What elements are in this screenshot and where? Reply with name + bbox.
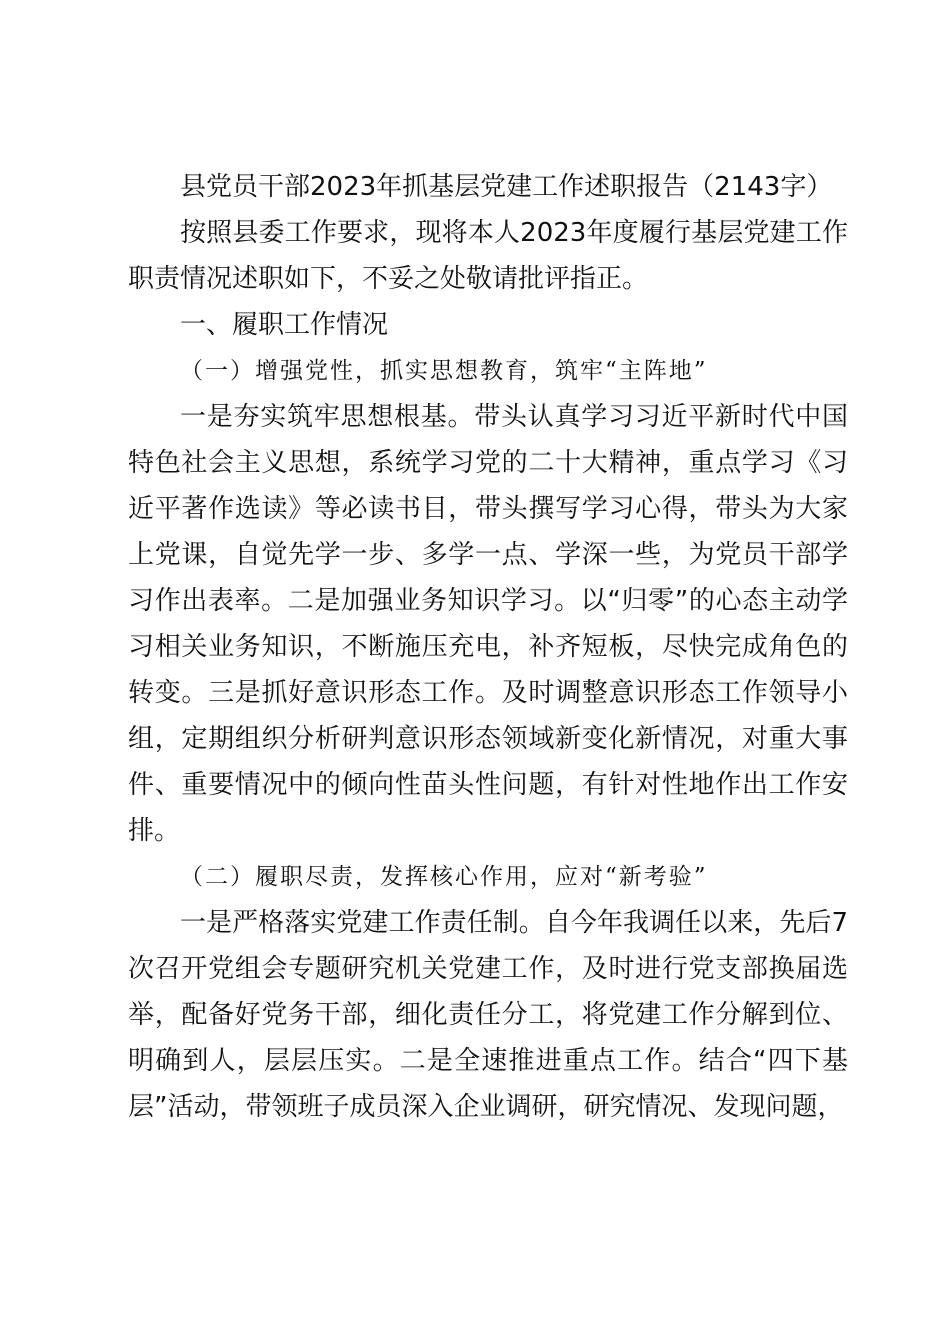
document-title: 县党员干部2023年抓基层党建工作述职报告（2143字） bbox=[180, 172, 833, 202]
subsection-heading-2: （二）履职尽责，发挥核心作用，应对“新考验” bbox=[180, 864, 708, 890]
subsection-1-paragraph bbox=[128, 394, 848, 854]
subsection-2-lead: 一是严格落实党建工作责任制。 bbox=[180, 908, 545, 938]
section-heading-1: 一、履职工作情况 bbox=[180, 310, 389, 340]
subsection-2-paragraph bbox=[128, 900, 848, 1130]
subsection-1-body: 带头认真学习习近平新时代中国特色社会主义思想，系统学习党的二十大精神，重点学习《习近平著作选读》等必读书目，带头撰写学习心得，带头为大家上党课，自觉先学一步、多学一点、学深一些，为党员干部学习作出表率。二是加强业务知识学习。以“归零”的心态主动学习相关业务知识，不断施压充电，补齐短板，尽快完成角色的转变。三是抓好意识形态工作。及时调整意识形态工作领导小组，定期组织分析研判意识形态领域新变化新情况，对重大事件、重要情况中的倾向性苗头性问题，有针对性地作出工作安排。 bbox=[128, 402, 848, 846]
subsection-heading-1: （一）增强党性，抓实思想教育，筑牢“主阵地” bbox=[180, 358, 708, 384]
document-body bbox=[128, 164, 848, 1130]
intro-paragraph: 按照县委工作要求，现将本人2023年度履行基层党建工作职责情况述职如下，不妥之处敬请批评指正。 bbox=[128, 218, 848, 294]
subsection-1-lead: 一是夯实筑牢思想根基。 bbox=[180, 402, 475, 432]
subsection-2-body: 自今年我调任以来，先后7次召开党组会专题研究机关党建工作，及时进行党支部换届选举，配备好党务干部，细化责任分工，将党建工作分解到位、明确到人，层层压实。二是全速推进重点工作。结合“四下基层”活动，带领班子成员深入企业调研，研究情况、发现问题， bbox=[128, 908, 848, 1122]
